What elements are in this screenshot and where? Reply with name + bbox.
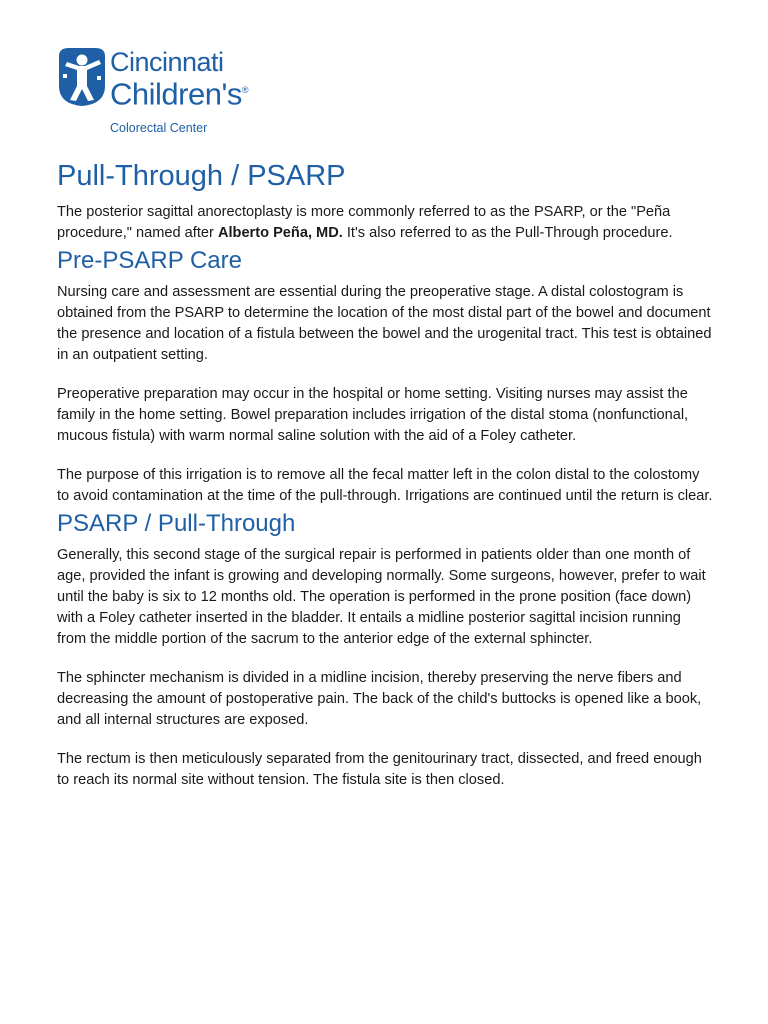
paragraph: The sphincter mechanism is divided in a midline incision, thereby preserving the nerve fibers and decreasing the amount of postoperative pain. The back of the child's buttocks is opened like a book, and all internal structures are exposed. [57, 670, 702, 728]
section-heading-psarp-pull-through: PSARP / Pull-Through [57, 510, 296, 537]
section-heading-pre-psarp-care: Pre-PSARP Care [57, 247, 242, 274]
cincinnati-childrens-logo [55, 46, 315, 142]
paragraph: The rectum is then meticulously separated from the genitourinary tract, dissected, and freed enough to reach its normal site without tension. The fistula site is then closed. [57, 751, 702, 788]
paragraph: The purpose of this irrigation is to remove all the fecal matter left in the colon distal to the colostomy to avoid contamination at the time of the pull-through. Irrigations are continued until the return is clear. [57, 467, 713, 504]
intro-paragraph [57, 202, 713, 244]
logo-org-name-line2-text: Children's [110, 76, 242, 112]
registered-mark: ® [241, 85, 249, 95]
logo-org-name-line2 [110, 73, 248, 111]
intro-author-name: Alberto Peña, MD. [217, 225, 343, 241]
intro-text-after: It's also referred to as the Pull-Through procedure. [342, 225, 673, 241]
intro-text-before: The posterior sagittal anorectoplasty is more commonly referred to as the PSARP, or the "Peña procedure," named after [57, 204, 671, 241]
paragraph: Generally, this second stage of the surgical repair is performed in patients older than one month of age, provided the infant is growing and developing normally. Some surgeons, however, prefer to wait until the baby is six to 12 months old. The operation is performed in the prone position (face down) with a Foley catheter inserted in the bladder. It entails a midline posterior sagittal incision running from the middle portion of the sacrum to the anterior edge of the external sphincter. [57, 547, 706, 647]
document-body [57, 156, 713, 791]
logo-subtitle: Colorectal Center [110, 121, 208, 135]
logo-org-name-line1: Cincinnati [110, 47, 224, 77]
child-figure-logo-icon [55, 46, 111, 108]
page-title: Pull-Through / PSARP [57, 160, 346, 192]
paragraph: Preoperative preparation may occur in the hospital or home setting. Visiting nurses may assist the family in the home setting. Bowel preparation includes irrigation of the distal stoma (nonfunctional, mucous fistula) with warm normal saline solution with the aid of a Foley catheter. [57, 386, 689, 444]
paragraph: Nursing care and assessment are essential during the preoperative stage. A distal colostogram is obtained from the PSARP to determine the location of the most distal part of the bowel and document the presence and location of a fistula between the bowel and the urogenital tract. This test is obtained in an outpatient setting. [57, 284, 712, 363]
